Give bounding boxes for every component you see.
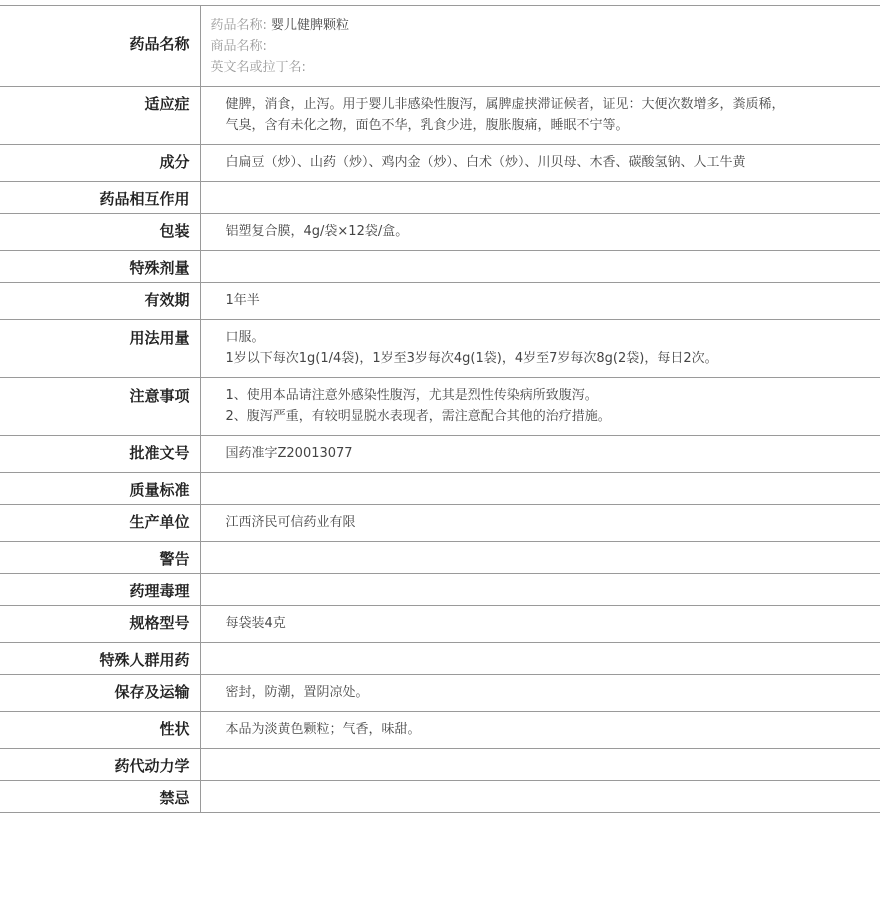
row-value bbox=[200, 675, 880, 712]
drug-spec-table bbox=[0, 5, 880, 813]
trade-name-line bbox=[211, 36, 880, 57]
row-label: 生产单位 bbox=[0, 505, 200, 542]
table-row bbox=[0, 145, 880, 182]
row-label: 药品相互作用 bbox=[0, 182, 200, 214]
generic-name-key: 药品名称: bbox=[210, 18, 267, 33]
row-label: 批准文号 bbox=[0, 436, 200, 473]
table-row bbox=[0, 749, 880, 781]
trade-name-key: 商品名称: bbox=[210, 39, 267, 54]
row-label: 性状 bbox=[0, 712, 200, 749]
table-row bbox=[0, 283, 880, 320]
table-row bbox=[0, 251, 880, 283]
value-line: 1岁以下每次1g(1/4袋)，1岁至3岁每次4g(1袋)，4岁至7岁每次8g(2袋)，每日2次。 bbox=[225, 351, 718, 366]
row-value bbox=[200, 781, 880, 813]
row-label: 规格型号 bbox=[0, 606, 200, 643]
row-label: 用法用量 bbox=[0, 320, 200, 378]
row-label: 包装 bbox=[0, 214, 200, 251]
row-value bbox=[200, 182, 880, 214]
value-line: 国药准字Z20013077 bbox=[225, 446, 353, 461]
row-value bbox=[200, 251, 880, 283]
row-label: 注意事项 bbox=[0, 378, 200, 436]
table-row bbox=[0, 542, 880, 574]
table-row bbox=[0, 574, 880, 606]
value-line: 密封，防潮，置阴凉处。 bbox=[225, 685, 369, 700]
value-line: 每袋装4克 bbox=[225, 616, 286, 631]
table-row bbox=[0, 606, 880, 643]
row-value bbox=[200, 643, 880, 675]
row-label: 有效期 bbox=[0, 283, 200, 320]
row-label: 特殊人群用药 bbox=[0, 643, 200, 675]
table-row bbox=[0, 643, 880, 675]
value-line: 健脾，消食，止泻。用于婴儿非感染性腹泻，属脾虚挟滞证候者，证见：大便次数增多，粪质稀，气臭，含有未化之物，面色不华，乳食少进，腹胀腹痛，睡眠不宁等。 bbox=[225, 97, 785, 133]
value-line: 铝塑复合膜，4g/袋×12袋/盒。 bbox=[225, 224, 409, 239]
table-row bbox=[0, 473, 880, 505]
row-value bbox=[200, 378, 880, 436]
row-label: 保存及运输 bbox=[0, 675, 200, 712]
row-value bbox=[200, 606, 880, 643]
row-label: 质量标准 bbox=[0, 473, 200, 505]
table-row bbox=[0, 182, 880, 214]
row-label: 特殊剂量 bbox=[0, 251, 200, 283]
row-value bbox=[200, 505, 880, 542]
table-row bbox=[0, 505, 880, 542]
row-drug-name bbox=[0, 6, 880, 87]
row-value bbox=[200, 436, 880, 473]
table-row bbox=[0, 87, 880, 145]
value-line: 白扁豆（炒）、山药（炒）、鸡内金（炒）、白术（炒）、川贝母、木香、碳酸氢钠、人工牛黄 bbox=[225, 155, 746, 170]
row-label: 警告 bbox=[0, 542, 200, 574]
table-row bbox=[0, 436, 880, 473]
table-row bbox=[0, 214, 880, 251]
row-label: 成分 bbox=[0, 145, 200, 182]
row-label: 药品名称 bbox=[0, 6, 200, 87]
drug-spec-table-body bbox=[0, 6, 880, 813]
table-row bbox=[0, 781, 880, 813]
value-line: 2、腹泻严重，有较明显脱水表现者，需注意配合其他的治疗措施。 bbox=[225, 409, 611, 424]
row-value bbox=[200, 574, 880, 606]
row-value bbox=[200, 712, 880, 749]
value-line: 1年半 bbox=[225, 293, 260, 308]
row-value bbox=[200, 145, 880, 182]
row-value bbox=[200, 214, 880, 251]
row-label: 药理毒理 bbox=[0, 574, 200, 606]
table-row bbox=[0, 712, 880, 749]
generic-name-line bbox=[211, 15, 880, 36]
row-value bbox=[200, 320, 880, 378]
row-value bbox=[200, 542, 880, 574]
generic-name-value: 婴儿健脾颗粒 bbox=[271, 18, 350, 33]
table-row bbox=[0, 675, 880, 712]
english-name-line bbox=[211, 57, 880, 78]
row-value bbox=[200, 473, 880, 505]
value-line: 江西济民可信药业有限 bbox=[225, 515, 356, 530]
row-value bbox=[200, 87, 880, 145]
row-value bbox=[200, 749, 880, 781]
table-row bbox=[0, 320, 880, 378]
english-name-key: 英文名或拉丁名: bbox=[210, 60, 306, 75]
row-label: 适应症 bbox=[0, 87, 200, 145]
row-label: 药代动力学 bbox=[0, 749, 200, 781]
row-label: 禁忌 bbox=[0, 781, 200, 813]
value-line: 1、使用本品请注意外感染性腹泻，尤其是烈性传染病所致腹泻。 bbox=[225, 388, 598, 403]
table-row bbox=[0, 378, 880, 436]
value-line: 口服。 bbox=[225, 330, 265, 345]
row-value bbox=[200, 283, 880, 320]
value-line: 本品为淡黄色颗粒；气香，味甜。 bbox=[225, 722, 421, 737]
row-value bbox=[200, 6, 880, 87]
